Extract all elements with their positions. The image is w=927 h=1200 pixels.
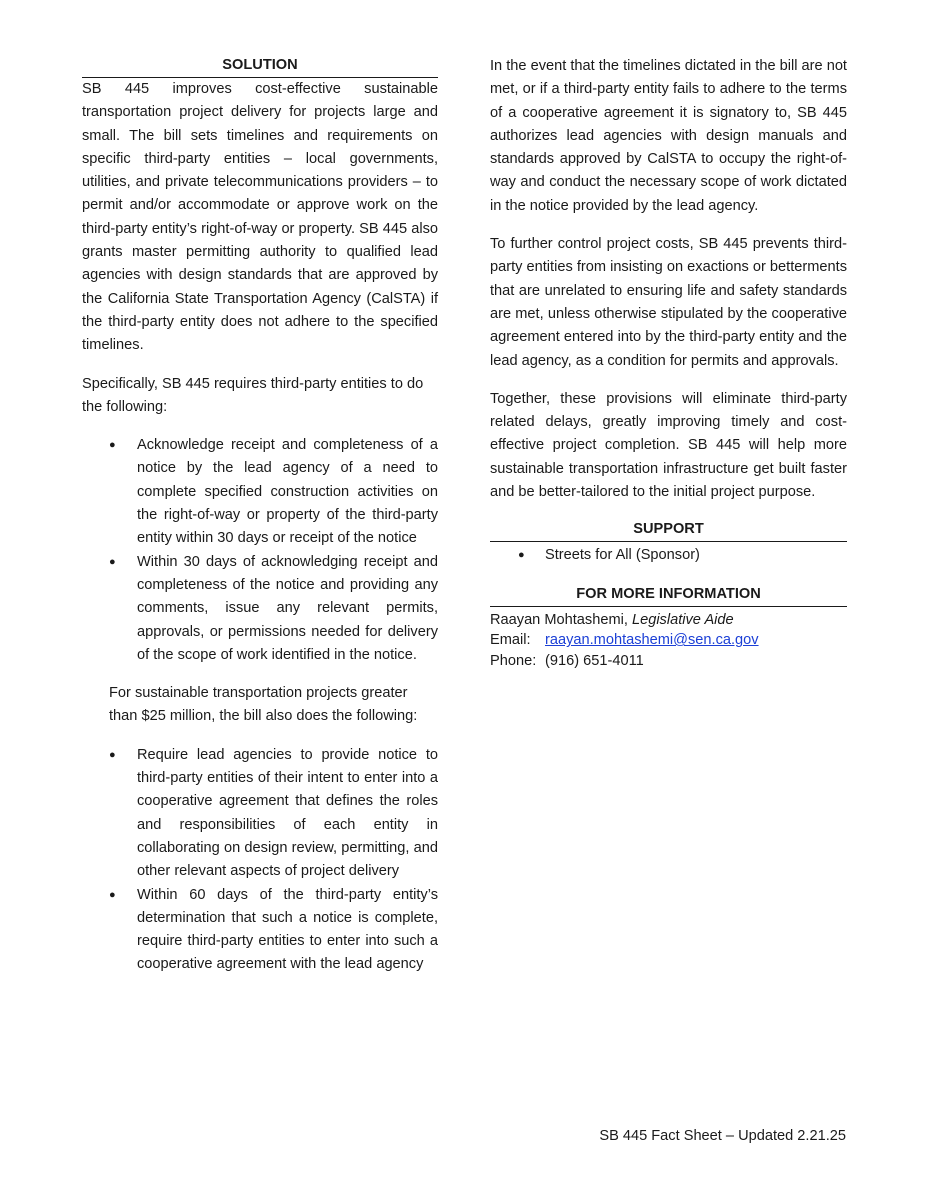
support-list [490,544,847,567]
bullet-icon: ● [109,439,116,452]
list-item-text: Within 60 days of the third-party entity’s determination that such a notice is complete, require third-party entities to enter into such a cooperative agreement with the lead agency [137,886,438,973]
requirements-list [82,434,438,667]
list-item-text: Acknowledge receipt and completeness of a notice by the lead agency of a need to complete specified construction activities on the right-of-way or property of the third-party entity within 30 days or receipt of the notice [137,437,438,547]
contact-name: Raayan Mohtashemi, [490,611,628,628]
list-item [82,434,438,550]
bullet-icon: ● [109,748,116,761]
bullet-icon: ● [518,549,525,562]
support-heading: SUPPORT [490,519,847,542]
contact-phone-row [490,651,847,672]
contact-block [490,610,847,672]
phone-label: Phone: [490,652,537,669]
right-column [490,55,847,671]
list-item-text: Require lead agencies to provide notice to third-party entities of their intent to enter into a cooperative agreement that defines the roles and responsibilities of each entity in collaborating on design review, permitting, and other relevant aspects of project delivery [137,746,438,880]
left-column [82,55,438,992]
contact-email-row [490,630,847,651]
page-footer: SB 445 Fact Sheet – Updated 2.21.25 [599,1128,846,1144]
list-item [82,551,438,667]
email-label: Email: [490,632,531,649]
large-projects-paragraph: For sustainable transportation projects greater than $25 million, the bill also does the following: [109,685,418,725]
together-paragraph: Together, these provisions will eliminate third-party related delays, greatly improving timely and cost-effective project completion. SB 445 will help more sustainable transportation infrastructure get built faster and be better-tailored to the initial project purpose. [490,390,847,501]
list-item [82,884,438,977]
email-link[interactable]: raayan.mohtashemi@sen.ca.gov [545,632,759,649]
phone-number: (916) 651-4011 [545,652,644,669]
bullet-icon: ● [109,555,116,568]
solution-heading: SOLUTION [82,55,438,78]
list-item-text: Within 30 days of acknowledging receipt and completeness of the notice and providing any comments, issue any relevant permits, approvals, or permissions needed for delivery of the scope of work identified in the notice. [137,553,438,663]
more-info-heading: FOR MORE INFORMATION [490,584,847,607]
timelines-paragraph: In the event that the timelines dictated in the bill are not met, or if a third-party entity fails to adhere to the terms of a cooperative agreement it is signatory to, SB 445 authorizes lead agencies with design manuals and standards approved by CalSTA to occupy the right-of-way and conduct the necessary scope of work dictated in the notice provided by the lead agency. [490,58,847,214]
contact-title: Legislative Aide [631,611,734,628]
costs-paragraph: To further control project costs, SB 445 prevents third-party entities from insisting on exactions or betterments that are unrelated to ensuring life and safety standards are met, unless otherwise stipulated by the cooperative agreement entered into by the third-party entity and the lead agency, as a condition for permits and approvals. [490,236,847,369]
solution-intro-paragraph: SB 445 improves cost-effective sustainable transportation project delivery for projects large and small. The bill sets timelines and requirements on specific third-party entities – local governments, utilities, and private telecommunications providers – to permit and/or accommodate or approve work on the third-party entity’s right-of-way or property. SB 445 also grants master permitting authority to qualified lead agencies with design standards that are approved by the California State Transportation Agency (CalSTA) if the third-party entity does not adhere to the specified timelines. [82,81,438,354]
specifically-paragraph: Specifically, SB 445 requires third-party entities to do the following: [82,375,424,415]
bullet-icon: ● [109,888,116,901]
contact-name-row [490,610,847,631]
list-item [490,544,847,567]
list-item [82,744,438,884]
supporter-name: Streets for All (Sponsor) [545,547,700,564]
large-requirements-list [82,744,438,977]
